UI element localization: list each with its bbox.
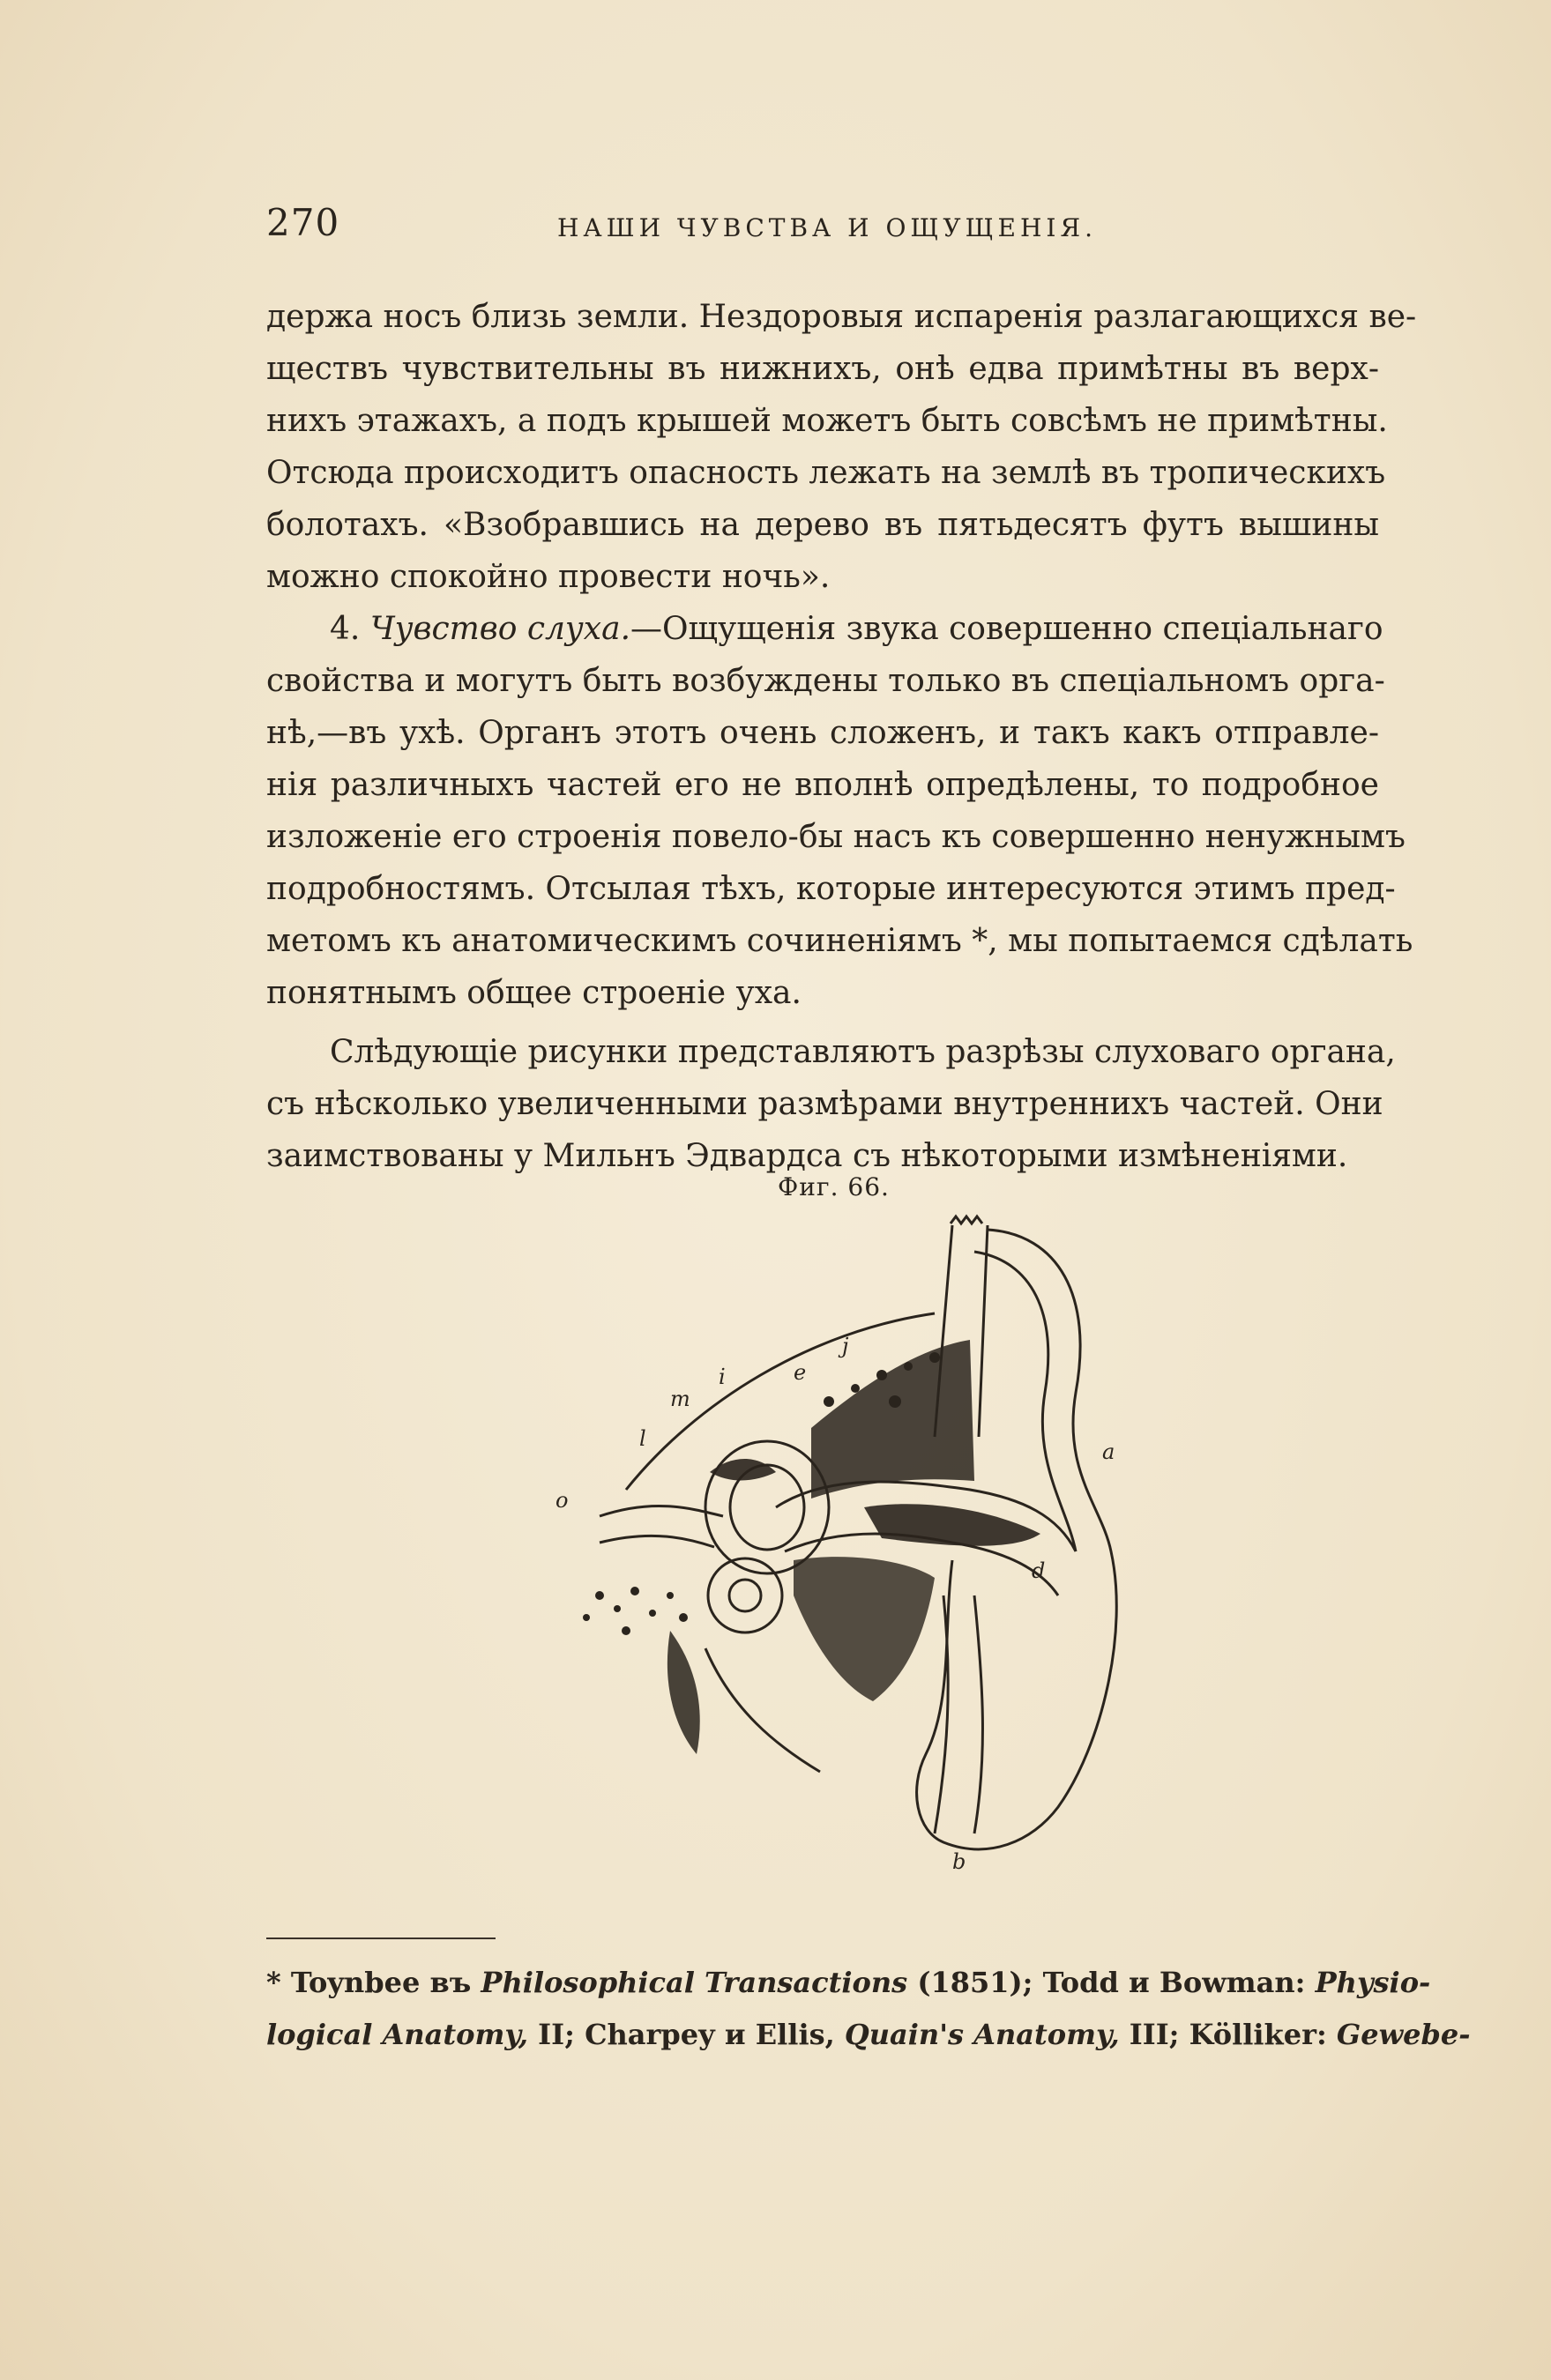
text-line: подробностямъ. Отсылая тѣхъ, которые интересуются этимъ пред- bbox=[266, 871, 1396, 907]
footnote-line bbox=[266, 2009, 1471, 2061]
footnote-line bbox=[266, 1957, 1431, 2009]
bone-mass bbox=[811, 1340, 974, 1499]
footnote-text: III; Kölliker: bbox=[1119, 2018, 1337, 2051]
ear-cross-section-illustration bbox=[494, 1137, 1164, 1913]
footnote-divider bbox=[266, 1937, 496, 1939]
label-a: a bbox=[1102, 1439, 1115, 1464]
footnote-title: logical Anatomy, bbox=[266, 2018, 529, 2051]
auditory-nerve bbox=[600, 1506, 723, 1547]
lower-jaw-shadow bbox=[667, 1631, 700, 1754]
text-line: можно спокойно провести ночь». bbox=[266, 559, 831, 595]
label-b: b bbox=[952, 1849, 966, 1874]
ear-canal-shadow bbox=[864, 1504, 1040, 1546]
text-line: Слѣдующiе рисунки представляютъ разрѣзы слуховаго органа, bbox=[330, 1034, 1396, 1070]
lower-column bbox=[935, 1595, 982, 1833]
page-number: 270 bbox=[266, 201, 340, 244]
text-line: метомъ къ анатомическимъ сочиненiямъ *, мы попытаемся сдѣлать bbox=[266, 923, 1413, 959]
footnote-title: Gewebe- bbox=[1336, 2018, 1471, 2051]
footnote bbox=[266, 1957, 1471, 2061]
paragraph-number: 4. bbox=[330, 611, 361, 647]
text-line: съ нѣсколько увеличенными размѣрами внутреннихъ частей. Они bbox=[266, 1086, 1383, 1122]
text-line: изложенiе его строенiя повело-бы насъ къ совершенно ненужнымъ bbox=[266, 819, 1406, 855]
cochlea-center bbox=[729, 1580, 761, 1611]
text-line: держа носъ близь земли. Нездоровыя испаренiя разлагающихся ве- bbox=[266, 299, 1417, 335]
label-o: o bbox=[556, 1488, 569, 1513]
text-line: болотахъ. «Взобравшись на дерево въ пятьдесятъ футъ вышины bbox=[266, 507, 1379, 543]
text-line: нихъ этажахъ, а подъ крышей можетъ быть совсѣмъ не примѣтны. bbox=[266, 403, 1388, 439]
paragraph-gap bbox=[266, 1019, 1379, 1026]
text-line: нiя различныхъ частей его не вполнѣ опредѣлены, то подробное bbox=[266, 767, 1379, 803]
upper-canal-break bbox=[951, 1216, 982, 1223]
running-title: НАШИ ЧУВСТВА И ОЩУЩЕНIЯ. bbox=[557, 213, 1097, 242]
paragraph-hearing-first-line bbox=[266, 603, 1383, 655]
eustachian-tube bbox=[705, 1648, 820, 1772]
label-i: i bbox=[719, 1365, 726, 1389]
label-j: j bbox=[842, 1334, 849, 1358]
section-heading: Чувство слуха. bbox=[369, 611, 631, 647]
page-header bbox=[266, 201, 1379, 254]
footnote-text: II; Charpey и Ellis, bbox=[528, 2018, 845, 2051]
footnote-title: Philosophical Transactions bbox=[481, 1966, 908, 1999]
footnote-text: (1851); Todd и Bowman: bbox=[907, 1966, 1316, 1999]
footnote-title: Quain's Anatomy, bbox=[844, 2018, 1120, 2051]
figure-caption: Фиг. 66. bbox=[778, 1172, 890, 1201]
text-line: Отсюда происходитъ опасность лежать на землѣ въ тропическихъ bbox=[266, 455, 1386, 491]
body-text bbox=[266, 291, 1417, 1182]
text-fragment: —Ощущенiя звука совершенно спецiальнаго bbox=[630, 611, 1383, 647]
text-line: понятнымъ общее строенiе уха. bbox=[266, 975, 802, 1011]
bone-mass-lower bbox=[794, 1557, 935, 1701]
semicircular-canal-outer bbox=[705, 1441, 829, 1573]
footnote-text: * Toynbee въ bbox=[266, 1966, 481, 1999]
text-line: заимствованы у Мильнъ Эдвардса съ нѣкоторыми измѣненiями. bbox=[266, 1138, 1348, 1174]
label-e: e bbox=[794, 1360, 807, 1385]
footnote-title: Physio- bbox=[1315, 1966, 1431, 1999]
ossicle-shadow bbox=[710, 1459, 776, 1480]
label-l: l bbox=[639, 1426, 646, 1451]
text-line: ществъ чувствительны въ нижнихъ, онѣ едва примѣтны въ верх- bbox=[266, 351, 1379, 387]
text-line: нѣ,—въ ухѣ. Органъ этотъ очень сложенъ, и такъ какъ отправле- bbox=[266, 715, 1379, 751]
label-d: d bbox=[1032, 1558, 1046, 1583]
text-line: свойства и могутъ быть возбуждены только въ спецiальномъ орга- bbox=[266, 663, 1385, 699]
label-m: m bbox=[670, 1387, 690, 1411]
